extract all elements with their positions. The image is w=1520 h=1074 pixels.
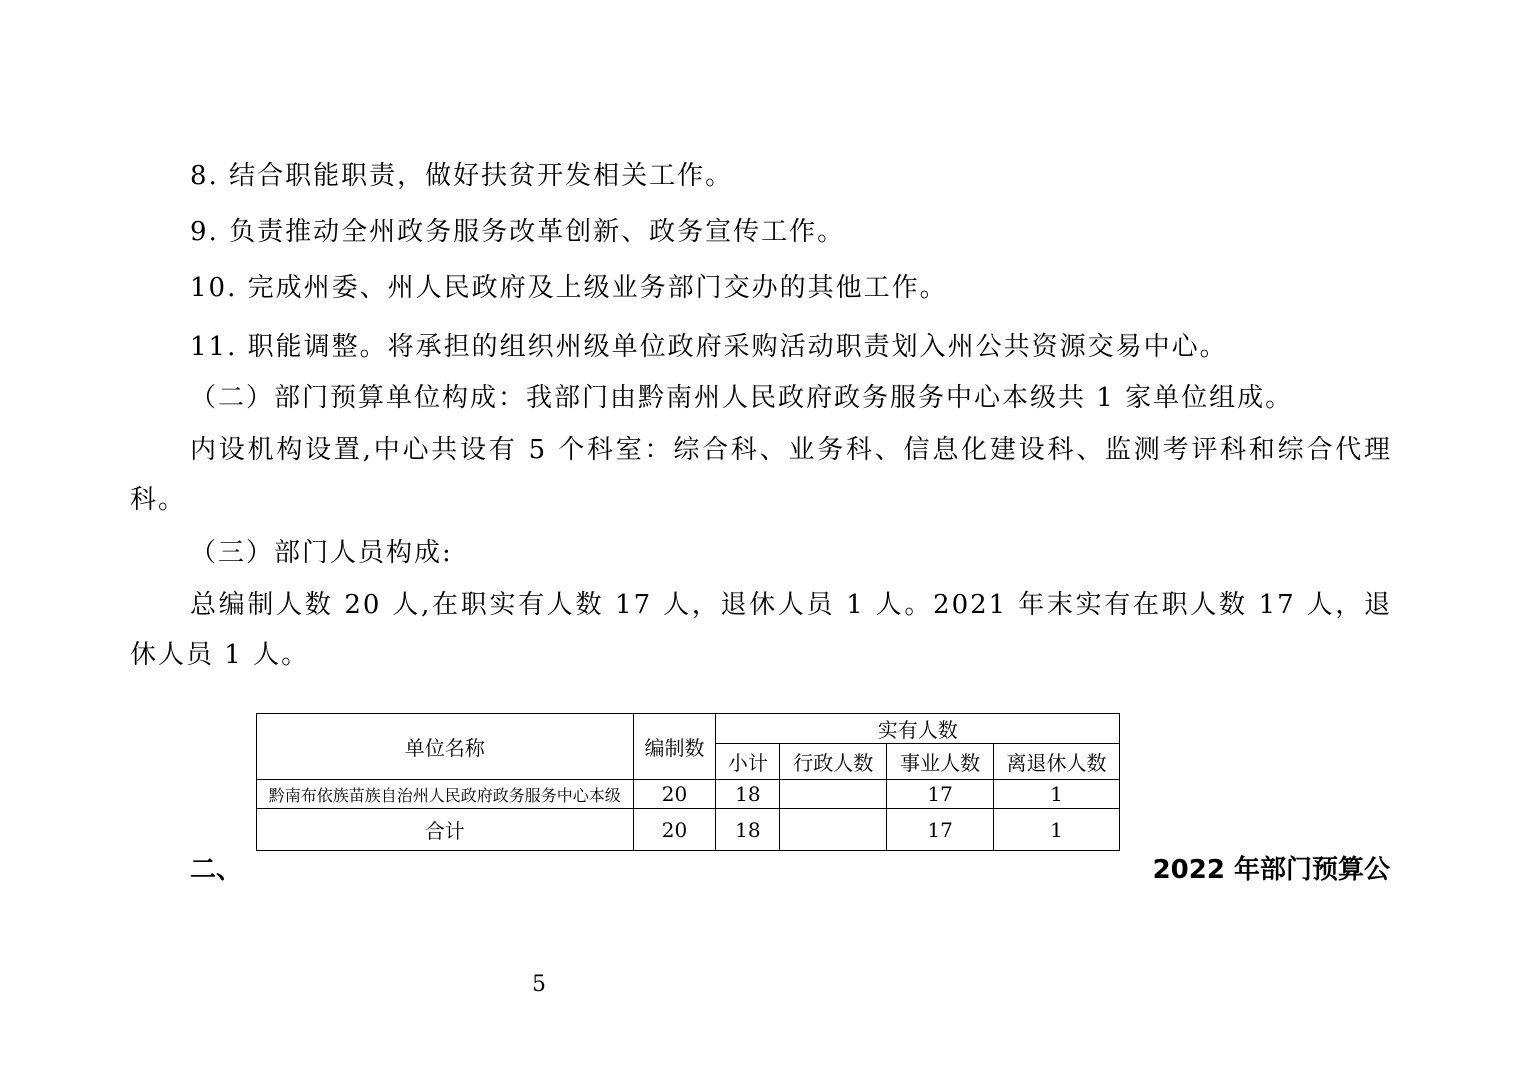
cell-unit-name: 黔南布依族苗族自治州人民政府政务服务中心本级: [257, 780, 634, 809]
paragraph-item-9: 9. 负责推动全州政务服务改革创新、政务宣传工作。: [190, 217, 846, 247]
cell-quota: 20: [633, 780, 716, 809]
paragraph-budget-units: （二）部门预算单位构成：我部门由黔南州人民政府政务服务中心本级共 1 家单位组成。: [190, 383, 1294, 413]
paragraph-internal-setup: 内设机构设置,中心共设有 5 个科室：综合科、业务科、信息化建设科、监测考评科和综合代理科。: [130, 435, 1392, 515]
header-unit-name: 单位名称: [257, 714, 634, 780]
header-subtotal: 小计: [716, 744, 780, 780]
section-two-title: 2022 年部门预算公: [1152, 855, 1390, 885]
paragraph-item-10: 10. 完成州委、州人民政府及上级业务部门交办的其他工作。: [190, 273, 948, 303]
cell-admin: [780, 809, 887, 851]
section-two-label: 二、: [190, 855, 243, 885]
cell-retired: 1: [994, 780, 1120, 809]
cell-subtotal: 18: [716, 809, 780, 851]
paragraph-staff-summary: 总编制人数 20 人,在职实有人数 17 人，退休人员 1 人。2021 年末实有在职人数 17 人，退休人员 1 人。: [130, 590, 1392, 670]
table-row: [257, 780, 1120, 809]
cell-subtotal: 18: [716, 780, 780, 809]
header-actual: 实有人数: [716, 714, 1120, 744]
page-number: 5: [532, 972, 546, 997]
paragraph-item-11: 11. 职能调整。将承担的组织州级单位政府采购活动职责划入州公共资源交易中心。: [190, 332, 1228, 362]
header-retired: 离退休人数: [994, 744, 1120, 780]
staff-table: [256, 713, 1120, 851]
cell-institution: 17: [887, 809, 994, 851]
table-row-total: [257, 809, 1120, 851]
header-quota: 编制数: [633, 714, 716, 780]
cell-unit-name: 合计: [257, 809, 634, 851]
cell-quota: 20: [633, 809, 716, 851]
cell-admin: [780, 780, 887, 809]
paragraph-staff-heading: （三）部门人员构成:: [190, 538, 453, 568]
header-institution: 事业人数: [887, 744, 994, 780]
cell-retired: 1: [994, 809, 1120, 851]
header-admin: 行政人数: [780, 744, 887, 780]
cell-institution: 17: [887, 780, 994, 809]
paragraph-item-8: 8. 结合职能职责，做好扶贫开发相关工作。: [190, 161, 734, 191]
